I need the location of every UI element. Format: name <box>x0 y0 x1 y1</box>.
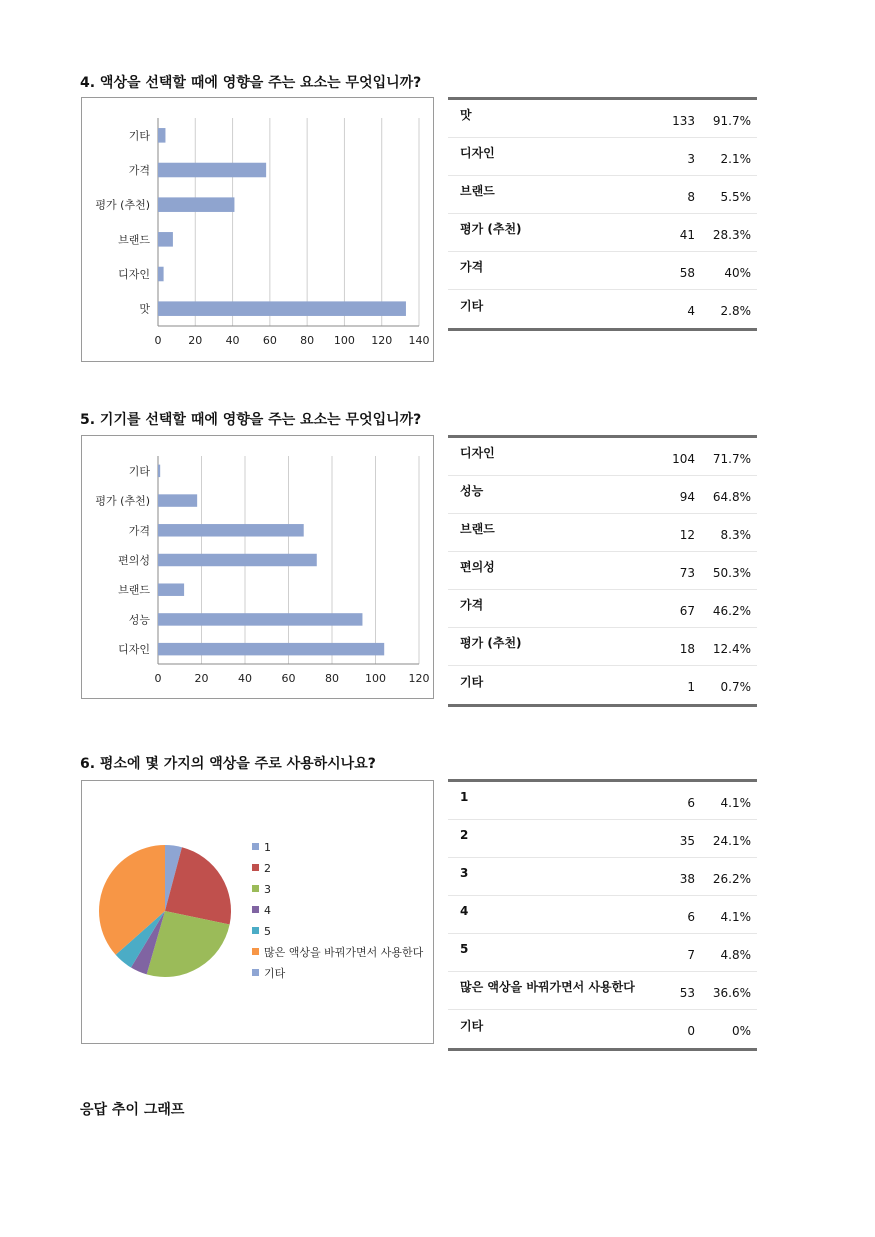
row-percent: 36.6% <box>712 985 751 1000</box>
table-row <box>448 972 757 1010</box>
row-label: 많은 액상을 바꿔가면서 사용한다 <box>460 980 635 994</box>
x-tick-label: 80 <box>325 672 339 685</box>
row-label: 가격 <box>460 260 484 274</box>
legend-label: 5 <box>264 925 271 938</box>
table-row <box>448 290 757 328</box>
category-label: 평가 (추천) <box>95 494 150 508</box>
row-percent: 28.3% <box>712 227 751 242</box>
row-label: 브랜드 <box>460 522 495 536</box>
q5-table <box>448 435 757 707</box>
row-count: 67 <box>679 603 695 618</box>
q4-title: 4. 액상을 선택할 때에 영향을 주는 요소는 무엇입니까? <box>80 75 422 91</box>
x-tick-label: 120 <box>408 672 430 685</box>
x-tick-label: 120 <box>371 334 393 347</box>
table-row <box>448 934 757 972</box>
row-count: 4 <box>687 304 695 318</box>
row-percent: 64.8% <box>712 489 751 504</box>
table-row <box>448 514 757 552</box>
q5-bar-chart-svg <box>82 436 433 698</box>
row-label: 맛 <box>460 108 472 122</box>
row-label: 기타 <box>460 674 484 689</box>
row-label: 평가 (추천) <box>460 222 522 236</box>
legend-label: 많은 액상을 바꿔가면서 사용한다 <box>264 946 424 959</box>
row-percent: 5.5% <box>720 189 751 204</box>
legend-label: 4 <box>264 904 271 917</box>
row-percent: 71.7% <box>712 451 751 466</box>
table-row <box>448 100 757 138</box>
table-row <box>448 820 757 858</box>
x-tick-label: 20 <box>194 672 209 685</box>
bar <box>158 494 197 506</box>
legend-label: 3 <box>264 883 271 896</box>
q6-pie-chart-svg <box>82 781 433 1043</box>
row-count: 12 <box>679 527 695 542</box>
legend-label: 2 <box>264 862 271 875</box>
row-count: 1 <box>687 680 695 694</box>
row-label: 성능 <box>460 484 484 498</box>
row-percent: 2.1% <box>720 151 751 166</box>
row-label: 디자인 <box>460 446 495 460</box>
row-count: 73 <box>679 565 695 580</box>
q4-table <box>448 97 757 331</box>
legend-swatch <box>252 843 259 850</box>
row-percent: 4.1% <box>720 795 751 810</box>
row-count: 6 <box>687 795 695 810</box>
row-percent: 4.8% <box>720 947 751 962</box>
row-count: 58 <box>679 265 695 280</box>
row-percent: 0.7% <box>720 680 751 694</box>
bar <box>158 128 165 143</box>
table-row <box>448 176 757 214</box>
category-label: 평가 (추천) <box>95 198 150 212</box>
row-percent: 8.3% <box>720 527 751 542</box>
row-label: 4 <box>460 903 469 918</box>
category-label: 가격 <box>128 524 150 538</box>
x-tick-label: 60 <box>262 334 277 347</box>
x-tick-label: 0 <box>154 334 162 347</box>
row-percent: 12.4% <box>712 641 751 656</box>
bar <box>158 267 164 282</box>
x-tick-label: 100 <box>365 672 386 685</box>
row-percent: 0% <box>731 1024 751 1038</box>
row-count: 7 <box>687 947 695 962</box>
row-percent: 40% <box>724 265 751 280</box>
legend-swatch <box>252 948 259 955</box>
row-label: 3 <box>460 865 469 880</box>
category-label: 기타 <box>128 129 150 143</box>
bar <box>158 197 234 212</box>
x-tick-label: 80 <box>300 334 315 347</box>
row-count: 3 <box>687 151 695 166</box>
legend-swatch <box>252 885 259 892</box>
table-row <box>448 214 757 252</box>
q6-table <box>448 779 757 1051</box>
legend-swatch <box>252 906 259 913</box>
x-tick-label: 100 <box>333 334 355 347</box>
row-count: 18 <box>679 641 695 656</box>
table-row <box>448 896 757 934</box>
row-count: 133 <box>672 113 695 128</box>
row-count: 8 <box>687 189 695 204</box>
bar <box>158 613 362 625</box>
q4-bar-chart-svg <box>82 98 433 361</box>
legend-swatch <box>252 969 259 976</box>
row-count: 104 <box>672 451 695 466</box>
category-label: 기타 <box>128 464 150 478</box>
category-label: 성능 <box>128 613 150 627</box>
row-percent: 24.1% <box>712 833 751 848</box>
table-row <box>448 252 757 290</box>
row-label: 가격 <box>460 598 484 612</box>
table-row <box>448 628 757 666</box>
bar <box>158 465 160 477</box>
x-tick-label: 40 <box>225 334 240 347</box>
legend-swatch <box>252 927 259 934</box>
row-label: 평가 (추천) <box>460 636 522 650</box>
x-tick-label: 60 <box>281 672 296 685</box>
bar <box>158 232 173 247</box>
bar <box>158 554 317 566</box>
x-tick-label: 0 <box>154 672 162 685</box>
category-label: 맛 <box>139 302 150 316</box>
table-row <box>448 138 757 176</box>
bar <box>158 163 266 178</box>
category-label: 디자인 <box>118 643 150 657</box>
legend-label: 1 <box>264 841 271 854</box>
row-label: 기타 <box>460 1018 484 1033</box>
table-row <box>448 666 757 704</box>
row-count: 53 <box>679 985 695 1000</box>
response-trend-title: 응답 추이 그래프 <box>80 1102 185 1118</box>
x-tick-label: 40 <box>238 672 252 685</box>
row-label: 1 <box>460 789 469 804</box>
x-tick-label: 140 <box>408 334 430 347</box>
table-row <box>448 552 757 590</box>
row-count: 38 <box>679 871 695 886</box>
q5-bar-chart <box>81 435 434 699</box>
bar <box>158 524 304 536</box>
q5-title: 5. 기기를 선택할 때에 영향을 주는 요소는 무엇입니까? <box>80 412 422 428</box>
row-percent: 2.8% <box>720 304 751 318</box>
row-count: 94 <box>679 489 695 504</box>
x-tick-label: 20 <box>188 334 203 347</box>
q4-bar-chart <box>81 97 434 362</box>
row-count: 0 <box>687 1024 695 1038</box>
legend-swatch <box>252 864 259 871</box>
row-percent: 4.1% <box>720 909 751 924</box>
row-label: 브랜드 <box>460 184 495 198</box>
table-row <box>448 476 757 514</box>
category-label: 브랜드 <box>118 233 150 247</box>
row-count: 6 <box>687 909 695 924</box>
row-label: 기타 <box>460 298 484 313</box>
row-count: 35 <box>679 833 695 848</box>
row-label: 편의성 <box>460 560 495 574</box>
row-percent: 91.7% <box>712 113 751 128</box>
row-label: 5 <box>460 941 469 956</box>
bar <box>158 301 406 316</box>
q6-pie-chart <box>81 780 434 1044</box>
category-label: 가격 <box>128 164 150 177</box>
legend-label: 기타 <box>264 967 286 980</box>
category-label: 편의성 <box>118 554 150 567</box>
row-percent: 26.2% <box>712 871 751 886</box>
row-count: 41 <box>679 227 695 242</box>
row-percent: 46.2% <box>712 603 751 618</box>
table-row <box>448 782 757 820</box>
table-row <box>448 438 757 476</box>
table-row <box>448 858 757 896</box>
category-label: 디자인 <box>118 268 150 281</box>
q6-title: 6. 평소에 몇 가지의 액상을 주로 사용하시나요? <box>80 756 376 772</box>
table-row <box>448 590 757 628</box>
row-percent: 50.3% <box>712 565 751 580</box>
table-row <box>448 1010 757 1048</box>
bar <box>158 643 384 655</box>
row-label: 디자인 <box>460 146 495 160</box>
category-label: 브랜드 <box>118 583 150 597</box>
bar <box>158 583 184 595</box>
row-label: 2 <box>460 827 469 842</box>
